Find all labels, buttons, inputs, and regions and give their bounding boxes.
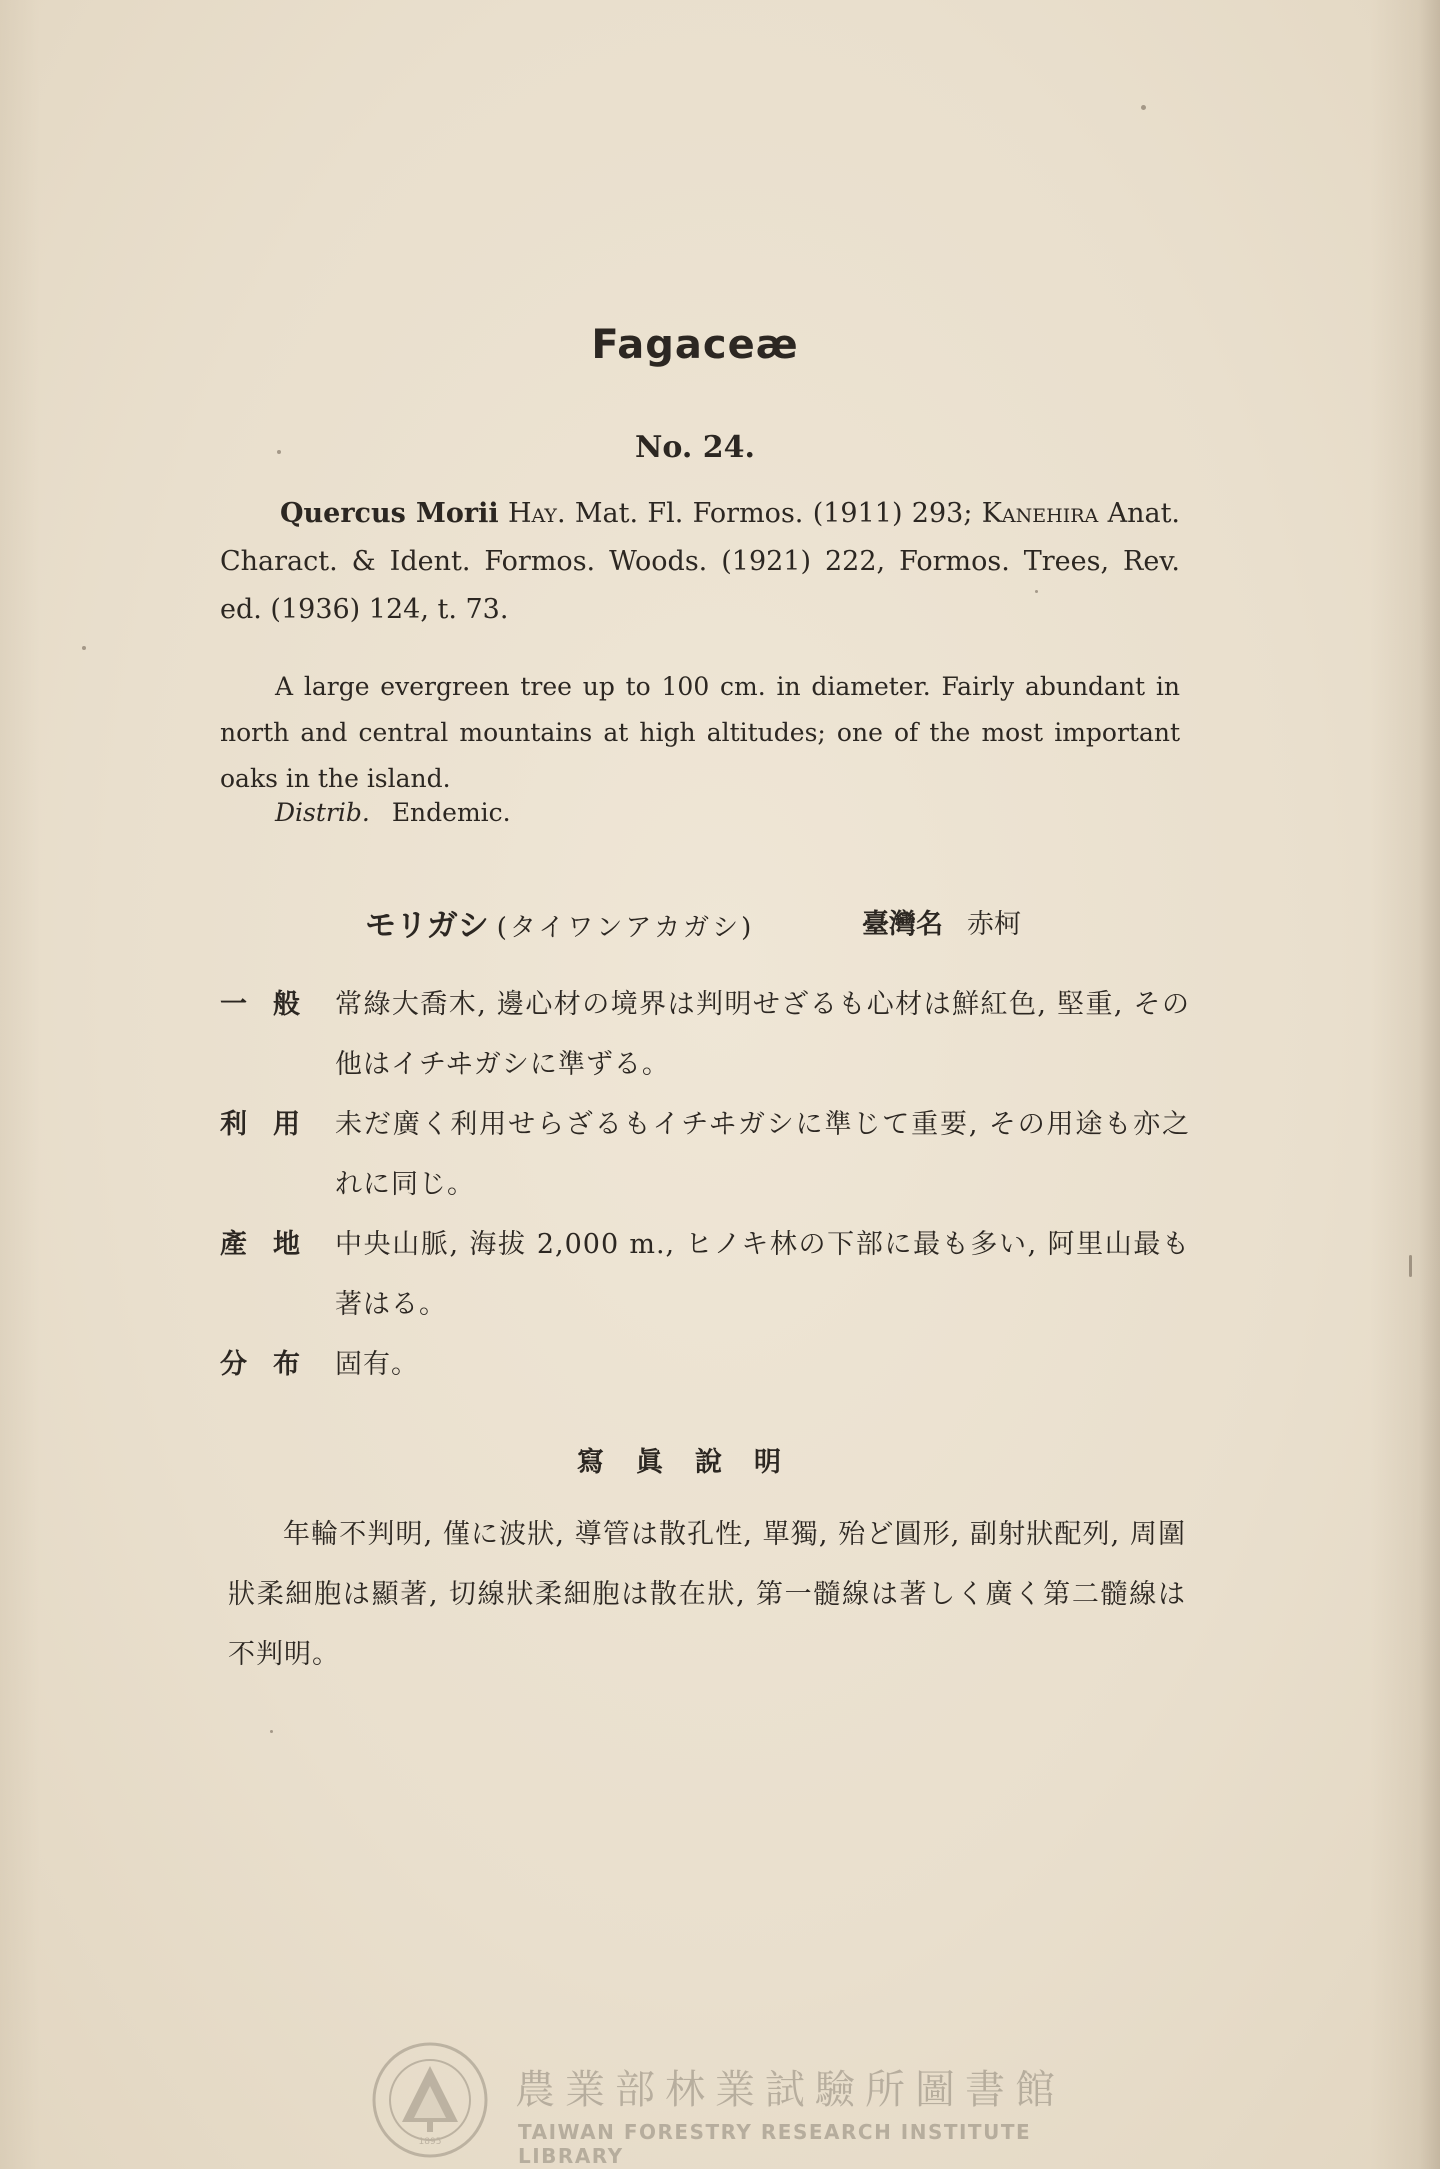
entry-locality [220,1215,1190,1335]
entry-term: 利用 [220,1109,326,1140]
speck [82,646,86,650]
citation-author: Hay. [507,498,566,529]
species-citation [220,490,1180,634]
photo-description-heading: 寫眞說明 [577,1447,813,1478]
family-title: Fagaceæ [591,322,799,368]
speck [1141,105,1146,110]
japanese-name-main: モリガシ [365,908,489,944]
taiwan-name [862,902,1021,941]
citation-author-2: Kanehira [981,498,1099,529]
distrib-value: Endemic. [391,798,511,827]
entry-number: No. 24. [635,430,755,465]
japanese-name [365,900,754,945]
seal-year: 1895 [418,2137,442,2147]
japanese-name-alt: (タイワンアカガシ) [496,913,755,943]
photo-description [228,1505,1186,1685]
watermark-english: TAIWAN FORESTRY RESEARCH INSTITUTE LIBRARY [518,2120,1032,2168]
entry-term: 一般 [220,989,326,1020]
photo-description-text: 年輪不判明, 僅に波狀, 導管は散孔性, 單獨, 殆ど圓形, 副射狀配列, 周圍狀柔細胞は顯著, 切線狀柔細胞は散在狀, 第一髓線は著しく廣く第二髓線は不判明。 [228,1519,1186,1670]
entry-term: 產地 [220,1229,326,1260]
entry-body: 固有。 [335,1349,419,1380]
description-text: A large evergreen tree up to 100 cm. in diameter. Fairly abundant in north and central mountains at high altitudes; one of the most important oaks in the island. [220,672,1180,793]
distribution [275,798,511,827]
taiwan-name-label: 臺灣名 [862,909,943,940]
species-name: Quercus Morii [280,498,499,529]
entry-body: 常綠大喬木, 邊心材の境界は判明せざるも心材は鮮紅色, 堅重, その他はイチヰガシに準ずる。 [335,989,1190,1080]
entry-body: 未だ廣く利用せらざるもイチヰガシに準じて重要, その用途も亦之れに同じ。 [335,1109,1190,1200]
distrib-label: Distrib. [275,798,370,827]
entry-distribution [220,1335,1190,1395]
description [220,664,1180,802]
entry-general [220,975,1190,1095]
speck [270,1730,273,1733]
library-seal-icon [370,2040,490,2160]
citation-ref-2: Anat. Charact. & Ident. Formos. Woods. (1921) 222, Formos. Trees, Rev. ed. (1936) 124, t. 73. [220,498,1181,625]
library-watermark [370,2040,1090,2168]
entry-use [220,1095,1190,1215]
taiwan-name-value: 赤柯 [967,909,1021,940]
entry-body: 中央山脈, 海拔 2,000 m., ヒノキ林の下部に最も多い, 阿里山最も著はる。 [335,1229,1190,1320]
entry-list [220,975,1190,1395]
entry-term: 分布 [220,1349,326,1380]
watermark-chinese: 農業部林業試驗所圖書館 [515,2067,1065,2113]
speck [1409,1255,1412,1277]
citation-ref-1: Mat. Fl. Formos. (1911) 293; [565,498,982,529]
